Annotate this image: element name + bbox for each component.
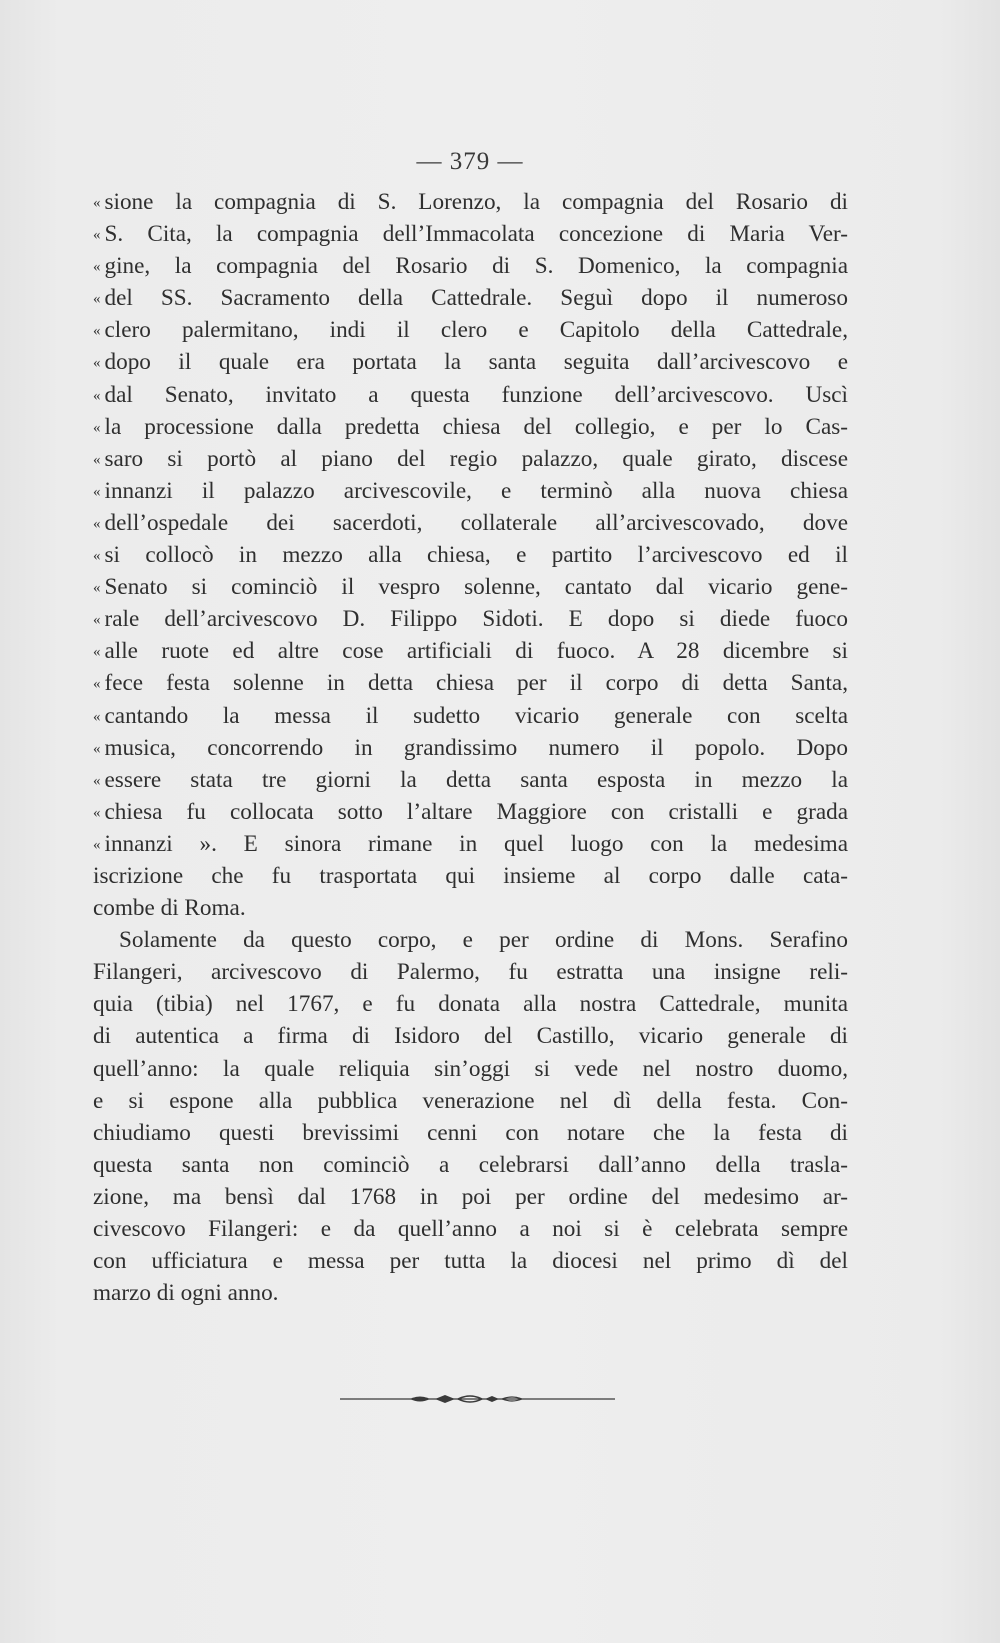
- quotation-mark: «: [93, 227, 101, 244]
- text-line: [93, 282, 848, 314]
- text-line: [93, 1213, 848, 1245]
- line-text: essere stata tre giorni la detta santa esposta in mezzo la: [104, 766, 848, 793]
- line-text: marzo di ogni anno.: [93, 1280, 279, 1307]
- quotation-mark: «: [93, 355, 101, 372]
- text-line: [93, 924, 848, 956]
- line-text: innanzi il palazzo arcivescovile, e terminò alla nuova chiesa: [104, 477, 848, 504]
- text-line: [93, 250, 848, 282]
- text-line: [93, 379, 848, 411]
- line-text: Solamente da questo corpo, e per ordine di Mons. Serafino: [119, 927, 848, 954]
- text-line: [93, 700, 848, 732]
- quotation-mark: «: [93, 323, 101, 340]
- text-line: [93, 443, 848, 475]
- quotation-mark: «: [93, 291, 101, 308]
- text-line: [93, 603, 848, 635]
- line-text: musica, concorrendo in grandissimo numero il popolo. Dopo: [104, 734, 848, 761]
- text-line: [93, 1245, 848, 1277]
- line-text: Filangeri, arcivescovo di Palermo, fu estratta una insigne reli-: [93, 959, 848, 986]
- quotation-mark: «: [93, 451, 101, 468]
- line-text: si collocò in mezzo alla chiesa, e partito l’arcivescovo ed il: [104, 542, 848, 569]
- line-text: saro si portò al piano del regio palazzo, quale girato, discese: [104, 445, 848, 472]
- text-line: [93, 475, 848, 507]
- text-line: [93, 571, 848, 603]
- quotation-mark: «: [93, 387, 101, 404]
- line-text: rale dell’arcivescovo D. Filippo Sidoti. E dopo si diede fuoco: [104, 606, 848, 633]
- line-text: chiudiamo questi brevissimi cenni con notare che la festa di: [93, 1119, 848, 1146]
- text-line: [93, 988, 848, 1020]
- body-text: [93, 186, 848, 1309]
- line-text: dal Senato, invitato a questa funzione dell’arcivescovo. Uscì: [104, 381, 848, 408]
- line-text: clero palermitano, indi il clero e Capitolo della Cattedrale,: [104, 317, 848, 344]
- quotation-mark: «: [93, 419, 101, 436]
- text-line: [93, 346, 848, 378]
- text-line: [93, 635, 848, 667]
- quotation-mark: «: [93, 515, 101, 532]
- text-line: [93, 732, 848, 764]
- text-line: [93, 1277, 848, 1309]
- quotation-mark: «: [93, 644, 101, 661]
- text-line: [93, 539, 848, 571]
- line-text: questa santa non cominciò a celebrarsi dall’anno della trasla-: [93, 1151, 848, 1178]
- line-text: iscrizione che fu trasportata qui insieme al corpo dalle cata-: [93, 862, 848, 889]
- line-text: civescovo Filangeri: e da quell’anno a noi si è celebrata sempre: [93, 1216, 848, 1242]
- quotation-mark: «: [93, 772, 101, 789]
- line-text: alle ruote ed altre cose artificiali di fuoco. A 28 dicembre si: [104, 638, 848, 665]
- line-text: quell’anno: la quale reliquia sin’oggi si vede nel nostro duomo,: [93, 1055, 848, 1082]
- text-line: [93, 218, 848, 250]
- text-line: [93, 507, 848, 539]
- line-text: combe di Roma.: [93, 895, 246, 922]
- text-line: [93, 314, 848, 346]
- text-line: [93, 764, 848, 796]
- text-line: [93, 186, 848, 218]
- quotation-mark: «: [93, 259, 101, 276]
- text-line: [93, 667, 848, 699]
- text-line: [93, 892, 848, 924]
- text-line: [93, 1053, 848, 1085]
- quotation-mark: «: [93, 804, 101, 821]
- quotation-mark: «: [93, 836, 101, 853]
- quotation-mark: «: [93, 548, 101, 565]
- line-text: di autentica a firma di Isidoro del Castillo, vicario generale di: [93, 1023, 848, 1050]
- text-line: [93, 1020, 848, 1052]
- line-text: zione, ma bensì dal 1768 in poi per ordine del medesimo ar-: [93, 1183, 848, 1210]
- text-line: [93, 828, 848, 860]
- line-text: con ufficiatura e messa per tutta la diocesi nel primo dì del: [93, 1248, 848, 1275]
- line-text: chiesa fu collocata sotto l’altare Maggiore con cristalli e grada: [104, 798, 848, 825]
- quotation-mark: «: [93, 708, 101, 725]
- line-text: gine, la compagnia del Rosario di S. Domenico, la compagnia: [104, 253, 848, 280]
- text-line: [93, 1117, 848, 1149]
- quotation-mark: «: [93, 580, 101, 597]
- line-text: S. Cita, la compagnia dell’Immacolata concezione di Maria Ver-: [104, 221, 848, 248]
- line-text: dopo il quale era portata la santa seguita dall’arcivescovo e: [104, 349, 848, 376]
- page-number: — 379 —: [416, 148, 524, 175]
- line-text: cantando la messa il sudetto vicario generale con scelta: [104, 702, 848, 729]
- text-line: [93, 1149, 848, 1181]
- text-line: [93, 860, 848, 892]
- line-text: quia (tibia) nel 1767, e fu donata alla nostra Cattedrale, munita: [93, 991, 848, 1018]
- quotation-mark: «: [93, 483, 101, 500]
- line-text: dell’ospedale dei sacerdoti, collaterale all’arcivescovado, dove: [104, 509, 848, 536]
- line-text: del SS. Sacramento della Cattedrale. Seguì dopo il numeroso: [104, 285, 848, 312]
- line-text: innanzi ». E sinora rimane in quel luogo con la medesima: [104, 830, 848, 857]
- quotation-mark: «: [93, 195, 101, 211]
- line-text: la processione dalla predetta chiesa del collegio, e per lo Cas-: [104, 413, 848, 440]
- quotation-mark: «: [93, 740, 101, 757]
- text-line: [93, 956, 848, 988]
- end-ornament-divider: [340, 1392, 615, 1406]
- line-text: sione la compagnia di S. Lorenzo, la compagnia del Rosario di: [104, 189, 848, 215]
- quotation-mark: «: [93, 676, 101, 693]
- line-text: e si espone alla pubblica venerazione nel dì della festa. Con-: [93, 1087, 848, 1114]
- line-text: Senato si cominciò il vespro solenne, cantato dal vicario gene-: [104, 574, 848, 601]
- text-line: [93, 796, 848, 828]
- text-line: [93, 1181, 848, 1213]
- quotation-mark: «: [93, 612, 101, 629]
- line-text: fece festa solenne in detta chiesa per il corpo di detta Santa,: [104, 670, 848, 697]
- text-line: [93, 1085, 848, 1117]
- text-line: [93, 411, 848, 443]
